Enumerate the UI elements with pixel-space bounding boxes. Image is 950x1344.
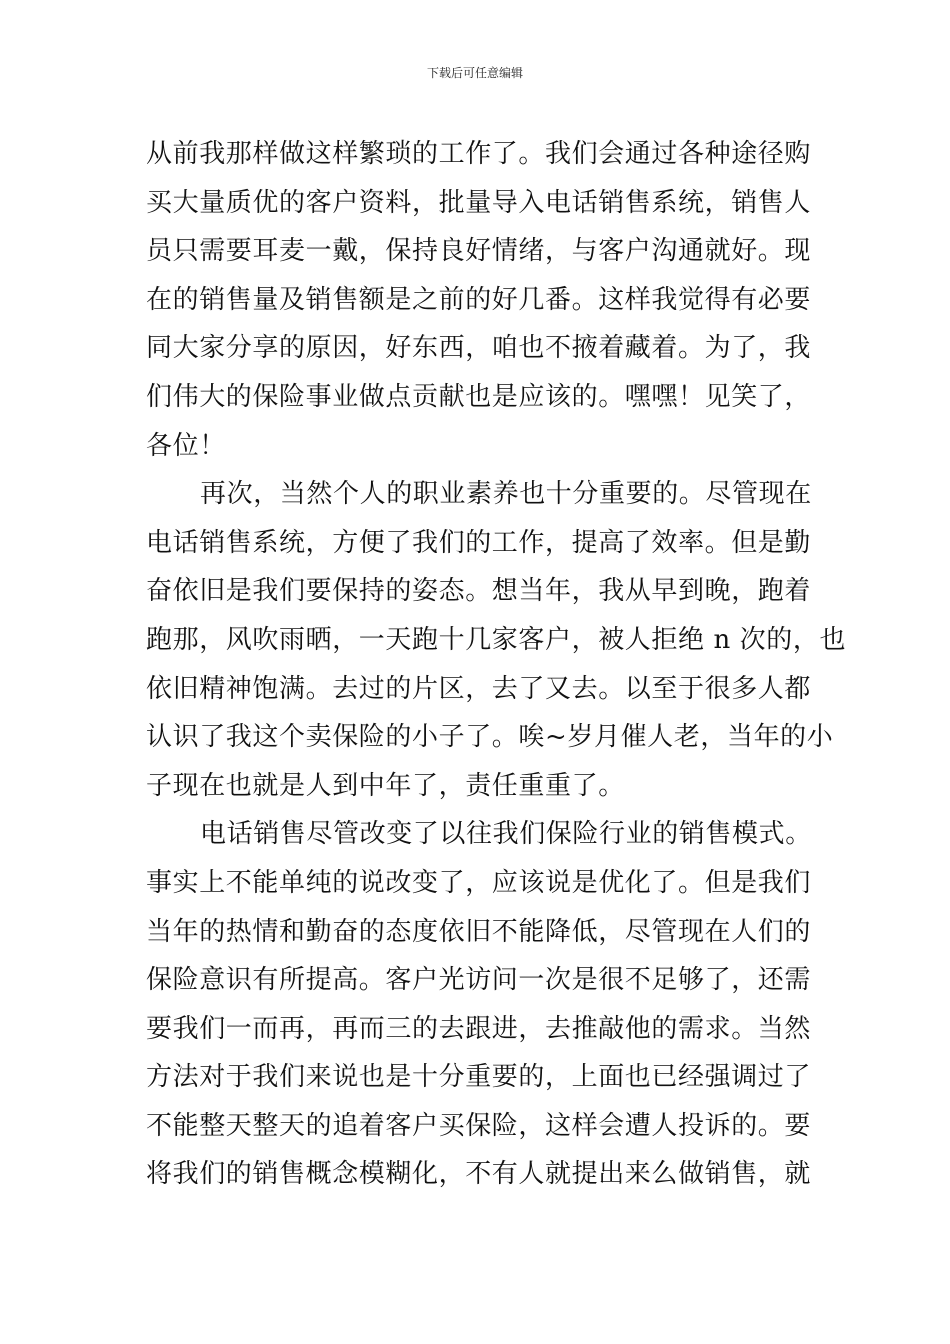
text-line: 跑那，风吹雨晒，一天跑十几家客户，被人拒绝 n 次的，也 (146, 624, 847, 655)
text-line: 子现在也就是人到中年了，责任重重了。 (146, 770, 625, 801)
text-line: 要我们一而再，再而三的去跟进，去推敲他的需求。当然 (146, 1013, 812, 1044)
text-line: 保险意识有所提高。客户光访问一次是很不足够了，还需 (146, 965, 812, 996)
text-line: 事实上不能单纯的说改变了，应该说是优化了。但是我们 (146, 867, 812, 898)
text-line: 奋依旧是我们要保持的姿态。想当年，我从早到晚，跑着 (146, 576, 812, 607)
text-line: 同大家分享的原因，好东西，咱也不掖着藏着。为了，我 (146, 333, 812, 364)
text-line: 电话销售系统，方便了我们的工作，提高了效率。但是勤 (146, 527, 812, 558)
page-header: 下载后可任意编辑 (426, 66, 523, 80)
document-body (146, 130, 847, 1199)
text-line: 在的销售量及销售额是之前的好几番。这样我觉得有必要 (146, 284, 812, 315)
text-line: 从前我那样做这样繁琐的工作了。我们会通过各种途径购 (146, 139, 812, 169)
text-line: 依旧精神饱满。去过的片区，去了又去。以至于很多人都 (146, 673, 812, 704)
text-line: 方法对于我们来说也是十分重要的，上面也已经强调过了 (146, 1062, 812, 1093)
text-line: 员只需要耳麦一戴，保持良好情绪，与客户沟通就好。现 (146, 236, 812, 267)
text-line: 将我们的销售概念模糊化，不有人就提出来么做销售，就 (146, 1159, 812, 1190)
text-line: 各位！ (146, 430, 226, 461)
paragraph-start-line: 再次，当然个人的职业素养也十分重要的。尽管现在 (200, 479, 812, 510)
text-line: 们伟大的保险事业做点贡献也是应该的。嘿嘿！见笑了， (146, 381, 812, 412)
text-line: 不能整天整天的追着客户买保险，这样会遭人投诉的。要 (146, 1110, 812, 1141)
text-line: 买大量质优的客户资料，批量导入电话销售系统，销售人 (146, 187, 812, 218)
paragraph-start-line: 电话销售尽管改变了以往我们保险行业的销售模式。 (200, 819, 812, 850)
text-line: 当年的热情和勤奋的态度依旧不能降低，尽管现在人们的 (146, 916, 812, 947)
text-line: 认识了我这个卖保险的小子了。唉~岁月催人老，当年的小 (146, 722, 834, 753)
